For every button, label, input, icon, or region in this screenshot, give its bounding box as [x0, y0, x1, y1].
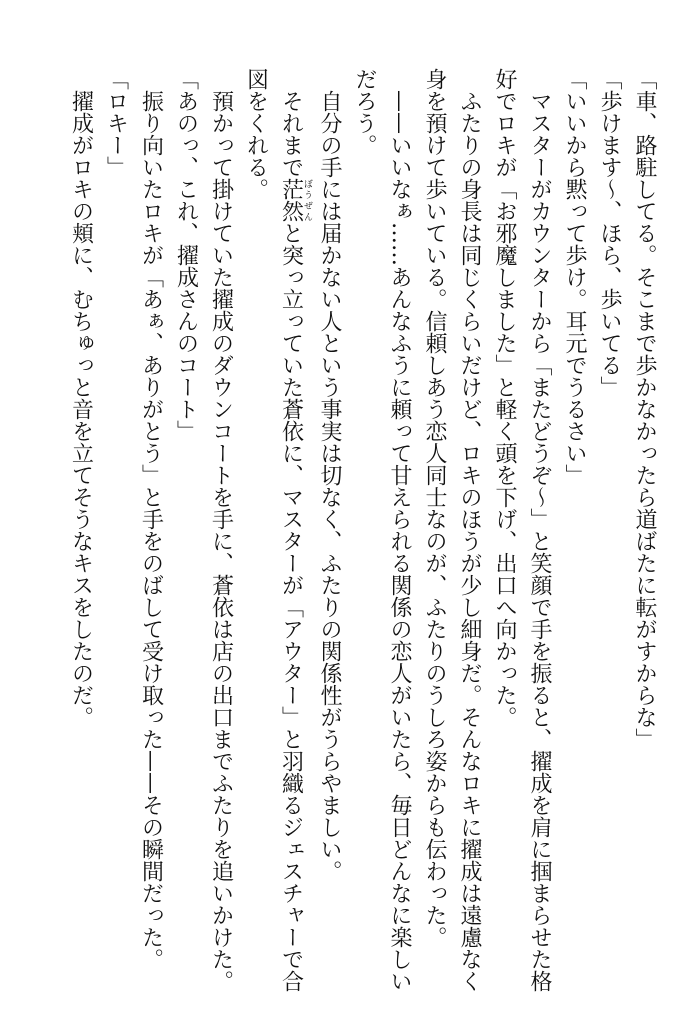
- text-line: ふたりの身長は同じくらいだけど、ロキのほうが少し細身だ。そんなロキに擢成は遠慮なく: [457, 68, 482, 992]
- text-line: 擢成がロキの頬に、むちゅっと音を立てそうなキスをしたのだ。: [68, 68, 94, 728]
- text-segment: と突っ立っていた蒼依に、マスターが「アウター」と羽織るジェスチャーで合: [278, 222, 304, 992]
- text-line: だろう。: [352, 68, 377, 156]
- text-line: マスターがカウンターから「またどうぞ〜」と笑顔で手を振ると、擢成を肩に掴まらせた格: [527, 68, 552, 992]
- vertical-text-body: [64, 68, 663, 992]
- text-line: 預かって掛けていた擢成のダウンコートを手に、蒼依は店の出口までふたりを追いかけた。: [208, 68, 234, 992]
- text-line: 身を預けて歩いている。信頼しあう恋人同士なのが、ふたりのうしろ姿からも伝わった。: [422, 68, 447, 948]
- text-line: 「ロキー」: [103, 68, 129, 178]
- text-line: 図をくれる。: [243, 68, 269, 200]
- text-segment: それまで: [278, 68, 304, 178]
- text-line: 振り向いたロキが「あぁ、ありがとう」と手をのばして受け取った——その瞬間だった。: [138, 68, 164, 970]
- ruby-annotation: [278, 178, 312, 222]
- text-line: 「あのっ、これ、擢成さんのコート」: [173, 68, 199, 442]
- text-line: 「車、路駐してる。そこまで歩かなかったら道ばたに転がすからな」: [632, 68, 657, 750]
- ruby-reading: ぼうぜん: [302, 178, 312, 222]
- text-line: 「歩けます〜、ほら、歩いてる」: [597, 68, 622, 398]
- text-line: 「いいから黙って歩け。耳元でうるさい」: [562, 68, 587, 486]
- text-line: 好でロキが「お邪魔しました」と軽く頭を下げ、出口へ向かった。: [492, 68, 517, 728]
- text-line: 自分の手には届かない人という事実は切なく、ふたりの関係性がうらやましい。: [317, 68, 342, 882]
- text-line-with-ruby: [274, 68, 313, 992]
- text-line: ——いいなぁ……あんなふうに頼って甘えられる関係の恋人がいたら、毎日どんなに楽しい: [387, 68, 412, 992]
- ruby-base: 茫然: [278, 178, 304, 222]
